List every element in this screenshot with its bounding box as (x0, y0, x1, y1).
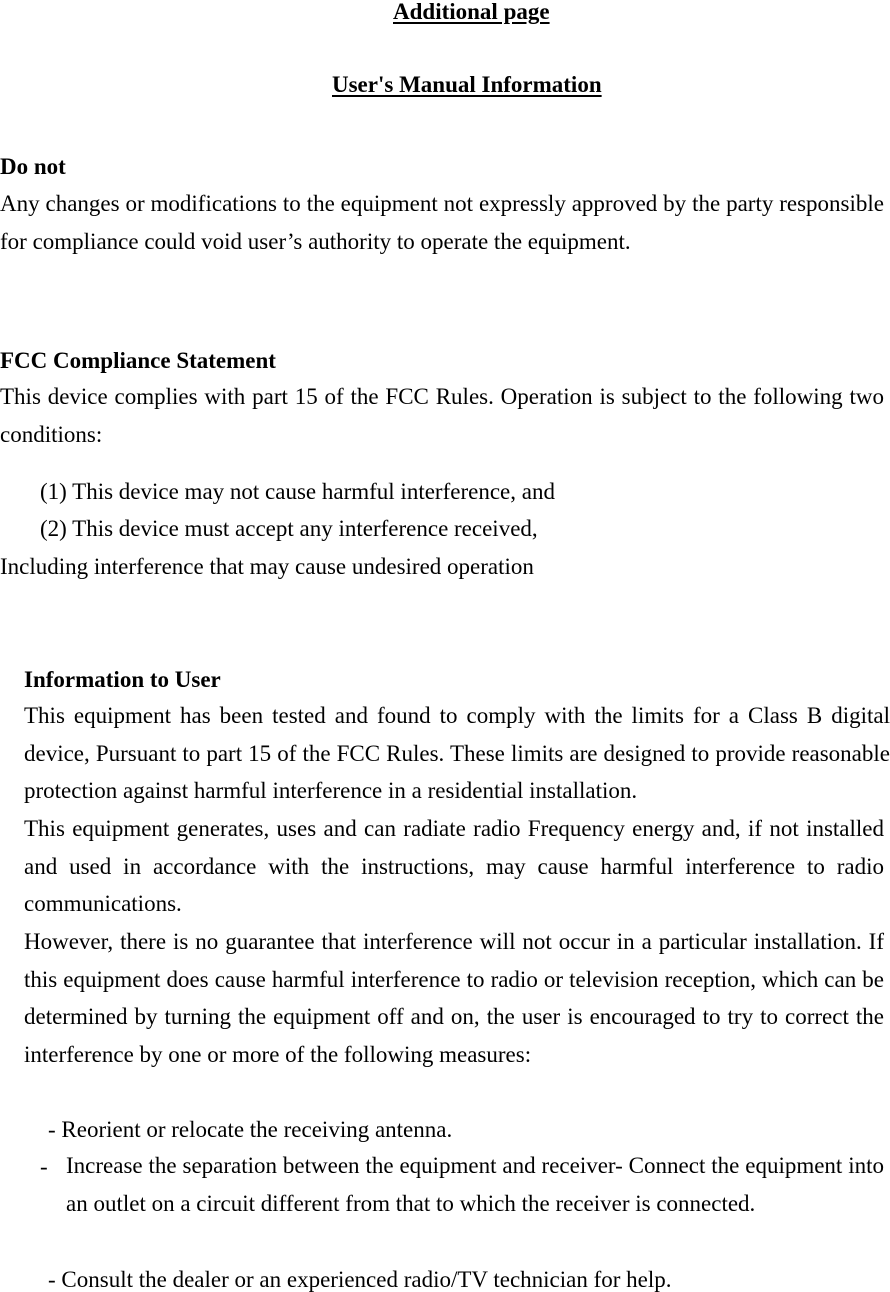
info-paragraph-1: This equipment has been tested and found to comply with the limits for a Class B digital device, Pursuant to part 15 of the FCC Rules. These limits are designed to provide reasonable protection against harmful interference in a residential installation. (24, 703, 890, 804)
measure-increase-dash: - (40, 1154, 48, 1179)
do-not-paragraph: Any changes or modifications to the equipment not expressly approved by the party responsible for compliance could void user’s authority to operate the equipment. (0, 191, 884, 254)
do-not-heading: Do not (0, 154, 66, 179)
measure-increase-separation: Increase the separation between the equipment and receiver- Connect the equipment into an outlet on a circuit different from that to which the receiver is connected. (66, 1153, 884, 1216)
fcc-compliance-heading: FCC Compliance Statement (0, 348, 276, 373)
info-paragraph-2: This equipment generates, uses and can radiate radio Frequency energy and, if not installed and used in accordance with the instructions, may cause harmful interference to radio communications. (24, 816, 884, 917)
fcc-tail-text: Including interference that may cause undesired operation (0, 554, 534, 579)
info-to-user-heading: Information to User (24, 667, 221, 692)
info-paragraph-3: However, there is no guarantee that interference will not occur in a particular installation. If this equipment does cause harmful interference to radio or television reception, which can be determined by turning the equipment off and on, the user is encouraged to try to correct the interference by one or more of the following measures: (24, 929, 884, 1068)
page-title: Additional page (393, 0, 550, 24)
measure-consult-dealer: - Consult the dealer or an experienced radio/TV technician for help. (48, 1267, 672, 1292)
fcc-condition-2: (2) This device must accept any interference received, (40, 516, 538, 541)
manual-info-title: User's Manual Information (332, 72, 602, 97)
fcc-condition-1: (1) This device may not cause harmful interference, and (40, 479, 555, 504)
fcc-intro-paragraph: This device complies with part 15 of the FCC Rules. Operation is subject to the following two conditions: (0, 384, 884, 447)
measure-reorient: - Reorient or relocate the receiving antenna. (48, 1117, 453, 1142)
